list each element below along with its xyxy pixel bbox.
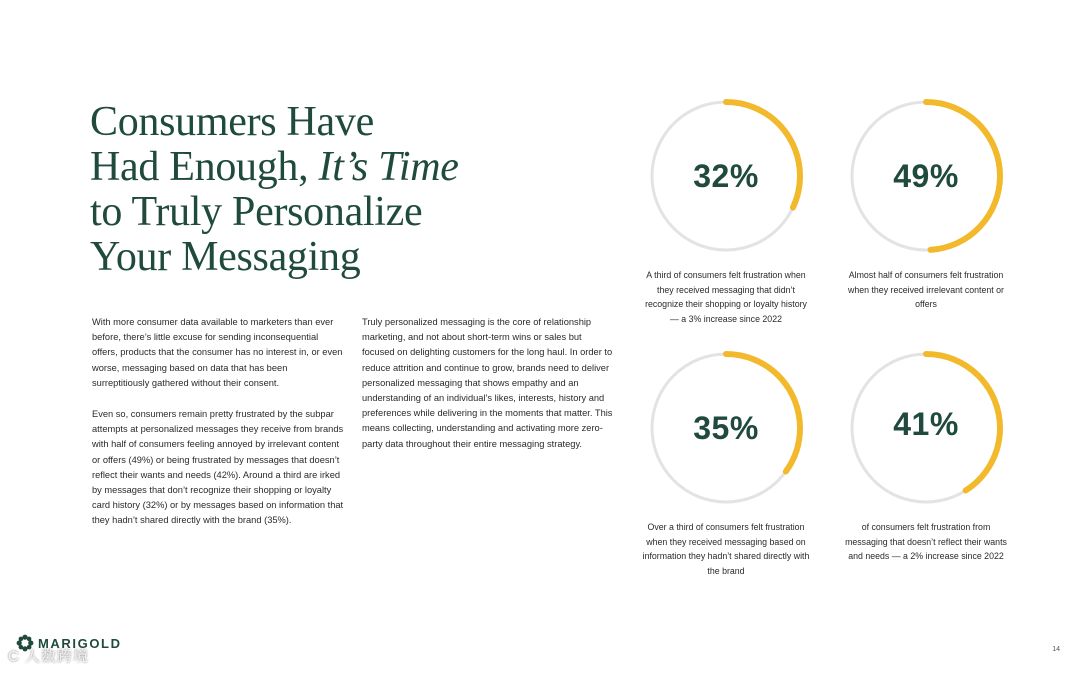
stat-value: 49% bbox=[893, 158, 959, 194]
stat-card-35 bbox=[638, 348, 814, 578]
stat-caption: Over a third of consumers felt frustration when they received messaging based on information they hadn’t shared directly with the brand bbox=[642, 522, 810, 576]
title-line-3: to Truly Personalize bbox=[90, 189, 423, 235]
body-paragraph: Even so, consumers remain pretty frustrated by the subpar attempts at personalized messages they receive from brands with half of consumers feeling annoyed by irrelevant content or offers (49%) or being frustrated by messages that doesn’t reflect their wants and needs (42%). Around a third are irked by messages that don’t recognize their shopping or loyalty card history (32%) or by messages based on information that they hadn’t shared directly with the brand (35%). bbox=[92, 409, 344, 526]
stat-caption: of consumers felt frustration from messaging that doesn’t reflect their wants and needs — a 2% increase since 2022 bbox=[845, 522, 1007, 562]
page-number: 14 bbox=[1052, 646, 1060, 653]
page-title bbox=[90, 100, 550, 280]
title-line-2 bbox=[90, 145, 550, 190]
logo-wordmark: MARIGOLD bbox=[38, 635, 122, 651]
watermark-text: C 人数跨境 bbox=[8, 648, 90, 665]
stat-card-49 bbox=[838, 96, 1014, 312]
title-line-4: Your Messaging bbox=[90, 234, 361, 280]
body-column-left bbox=[92, 315, 344, 545]
stat-value: 41% bbox=[893, 406, 959, 442]
stat-value: 32% bbox=[693, 158, 759, 194]
title-line-2-plain: Had Enough, bbox=[90, 144, 319, 190]
body-paragraph: With more consumer data available to marketers than ever before, there’s little excuse for sending inconsequential offers, products that the consumer has no interest in, or even worse, messaging based on data that has been surreptitiously gathered without their consent. bbox=[92, 317, 343, 388]
title-line-1: Consumers Have bbox=[90, 99, 374, 145]
body-paragraph: Truly personalized messaging is the core of relationship marketing, and not about short-term wins or sales but focused on delighting customers for the long haul. In order to reduce attrition and continue to grow, brands need to deliver personalized messaging that shows empathy and an understanding of an individual’s likes, interests, history and preferences while delivering in the moments that matter. This means collecting, understanding and activating more zero-party data throughout their entire messaging strategy. bbox=[362, 317, 613, 449]
body-column-right bbox=[362, 315, 614, 468]
stat-card-32 bbox=[638, 96, 814, 326]
title-line-2-italic: It’s Time bbox=[318, 144, 459, 190]
stat-value: 35% bbox=[693, 410, 759, 446]
stat-caption: A third of consumers felt frustration when they received messaging that didn’t recognize their shopping or loyalty history — a 3% increase since 2022 bbox=[645, 270, 807, 324]
stat-card-41 bbox=[838, 348, 1014, 564]
stat-caption: Almost half of consumers felt frustration when they received irrelevant content or offers bbox=[848, 270, 1004, 310]
